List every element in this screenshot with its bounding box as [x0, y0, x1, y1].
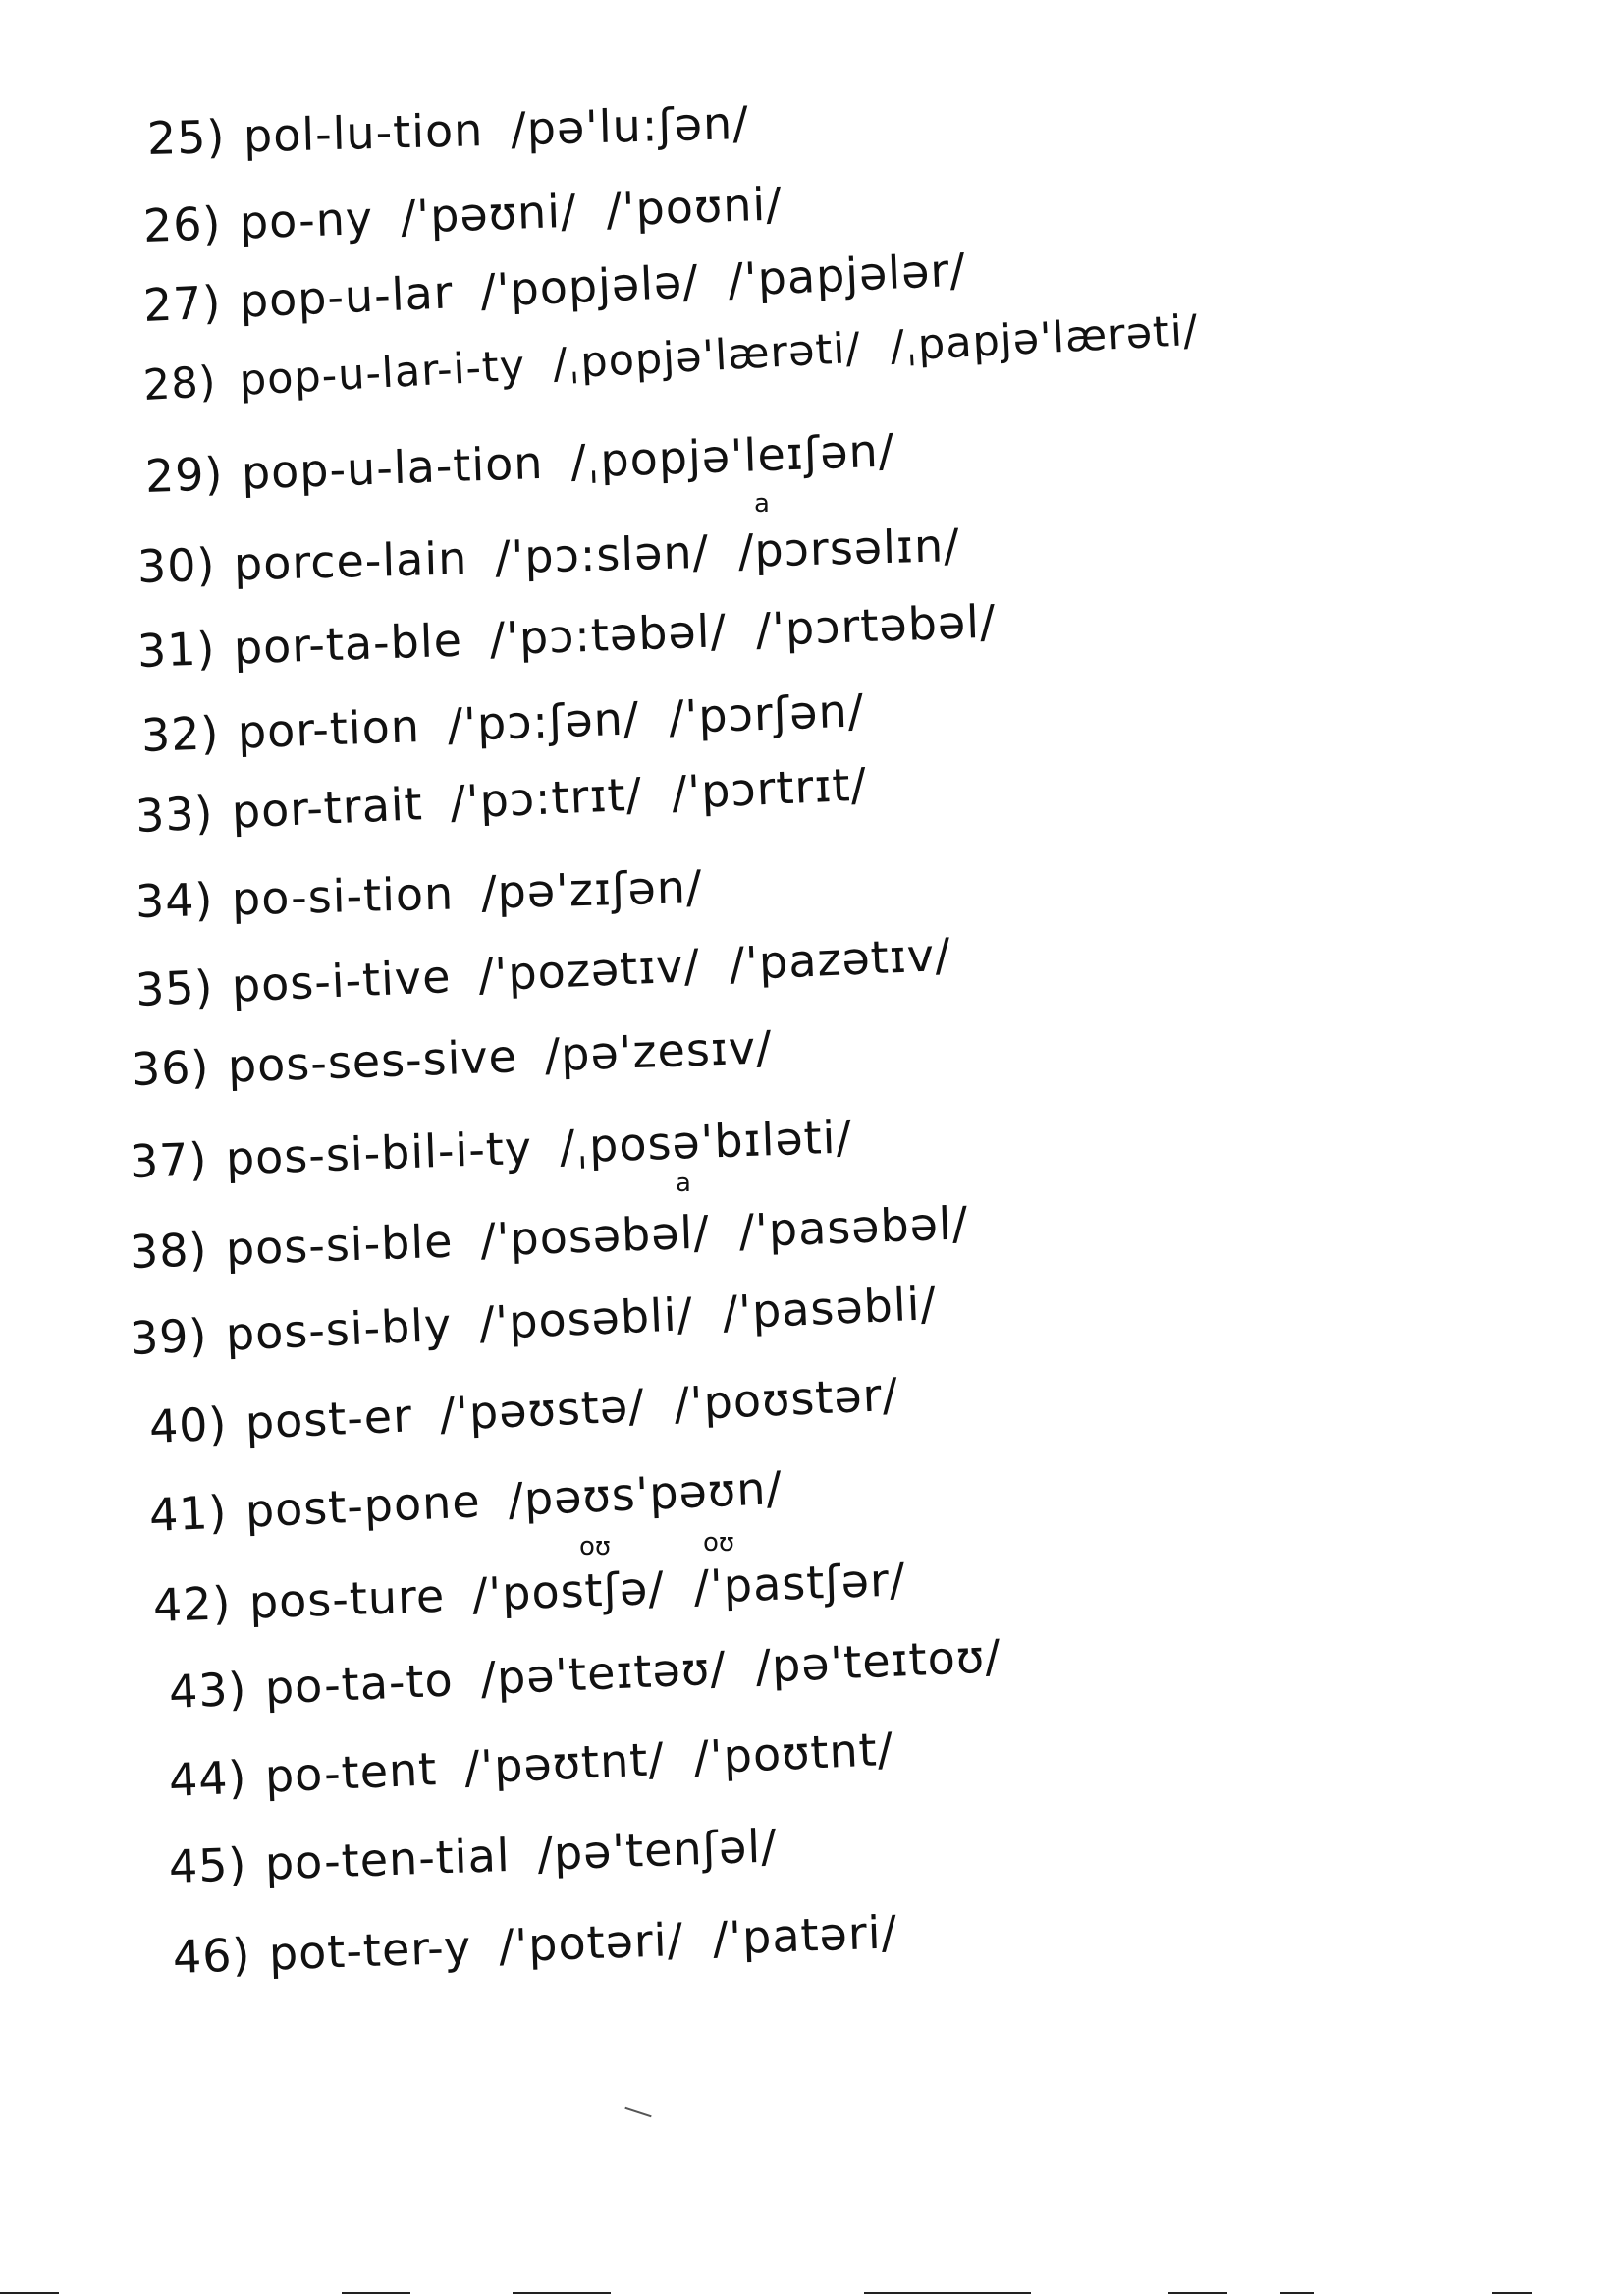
entry-word: por-trait	[230, 777, 424, 839]
entry-ipa-alt: /'pasəbli/	[721, 1277, 938, 1339]
entry-ipa: /'potəri/	[498, 1912, 684, 1973]
entry-number: 30)	[136, 537, 217, 593]
entry-word: pos-ses-sive	[226, 1029, 518, 1093]
entry-ipa: /'pəʊstə/	[438, 1378, 646, 1442]
list-item	[144, 423, 925, 503]
entry-ipa-alt: /'pastʃər/	[692, 1553, 907, 1613]
entry-word: po-ta-to	[263, 1653, 455, 1715]
entry-word: porce-lain	[233, 531, 468, 591]
entry-word: pol-lu-tion	[243, 103, 484, 163]
entry-ipa-alt: /'poʊtnt/	[692, 1722, 895, 1784]
entry-ipa-alt: /ˌpapjə'lærəti/	[889, 305, 1200, 372]
entry-ipa: /ˌpopjə'lærəti/	[551, 323, 863, 390]
list-item	[142, 177, 812, 252]
list-item	[168, 1819, 807, 1893]
list-item	[136, 519, 990, 593]
entry-word: post-er	[244, 1389, 414, 1449]
entry-ipa: /'pəʊni/	[400, 184, 578, 244]
scan-edge-mark	[0, 2292, 59, 2294]
entry-number: 46)	[172, 1928, 252, 1984]
entry-number: 27)	[141, 275, 223, 332]
scan-edge-mark	[864, 2292, 1031, 2294]
entry-word: post-pone	[244, 1474, 482, 1538]
entry-ipa: /'pozətɪv/	[477, 938, 702, 1002]
scan-edge-mark	[1168, 2292, 1227, 2294]
entry-word: por-ta-ble	[232, 613, 463, 675]
list-item	[167, 1629, 1031, 1719]
entry-number: 34)	[135, 872, 215, 928]
list-item	[167, 1722, 924, 1807]
entry-ipa-alt: /'pasəbəl/	[737, 1196, 970, 1258]
list-item	[136, 594, 1026, 678]
entry-ipa: /pə'zesɪv/	[543, 1020, 774, 1082]
entry-number: 44)	[167, 1750, 248, 1807]
entry-word: pot-ter-y	[267, 1920, 473, 1981]
stray-mark	[624, 2107, 651, 2118]
entry-number: 43)	[167, 1662, 248, 1719]
entry-word: pop-u-la-tion	[240, 435, 545, 500]
entry-ipa: /pə'tenʃəl/	[536, 1819, 779, 1881]
entry-number: 41)	[147, 1485, 229, 1542]
entry-number: 38)	[129, 1223, 209, 1279]
list-item	[140, 683, 894, 762]
entry-ipa: /'postʃə/	[471, 1560, 666, 1621]
list-item	[129, 1110, 882, 1188]
entry-number: 39)	[128, 1308, 209, 1365]
scan-edge-mark	[513, 2292, 611, 2294]
entry-ipa: /pə'teɪtəʊ/	[479, 1641, 728, 1706]
list-item	[147, 1367, 929, 1453]
entry-word: pos-si-bil-i-ty	[224, 1121, 533, 1185]
alt-vowel-note: oʊ	[579, 1532, 611, 1561]
entry-ipa-alt: /'papjələr/	[727, 243, 967, 306]
entry-ipa: /'posəbəl/	[479, 1205, 711, 1267]
entry-number: 29)	[144, 447, 225, 503]
entry-ipa: /pə'zɪʃən/	[480, 859, 704, 919]
list-item	[135, 859, 732, 928]
entry-ipa: /'pɔ:trɪt/	[449, 767, 644, 829]
entry-word: pos-si-bly	[224, 1297, 454, 1361]
entry-ipa-alt: /'patəri/	[712, 1905, 898, 1965]
entry-number: 26)	[142, 196, 223, 252]
entry-ipa-alt: /'pazətɪv/	[728, 927, 952, 991]
entry-ipa: /'pɔ:slən/	[494, 524, 710, 584]
entry-word: por-tion	[236, 699, 421, 759]
list-item	[129, 1196, 999, 1279]
list-item	[131, 1020, 802, 1096]
entry-word: po-tent	[263, 1742, 439, 1803]
entry-number: 28)	[141, 357, 218, 410]
entry-number: 37)	[129, 1132, 209, 1188]
entry-number: 45)	[168, 1837, 248, 1893]
entry-number: 35)	[134, 959, 215, 1016]
scan-edge-mark	[342, 2292, 410, 2294]
entry-word: po-ny	[238, 191, 374, 249]
alt-vowel-note: oʊ	[703, 1528, 734, 1558]
entry-word: pop-u-lar-i-ty	[238, 341, 527, 406]
entry-ipa-alt: /'pɔrtəbəl/	[754, 594, 998, 656]
entry-ipa: /'popjələ/	[479, 254, 700, 317]
list-item	[146, 95, 779, 165]
list-item	[152, 1553, 936, 1632]
entry-ipa-alt: /'pɔrʃən/	[668, 683, 865, 744]
entry-ipa: /'pəʊtnt/	[462, 1731, 666, 1794]
list-item	[134, 757, 897, 843]
entry-number: 25)	[146, 109, 227, 165]
list-item	[172, 1905, 928, 1984]
entry-number: 42)	[152, 1576, 233, 1632]
entry-number: 40)	[147, 1396, 229, 1453]
list-item	[141, 243, 997, 332]
alt-vowel-note: a	[676, 1169, 691, 1198]
entry-word: po-ten-tial	[263, 1828, 512, 1890]
alt-vowel-note: a	[754, 489, 770, 519]
entry-number: 36)	[131, 1040, 211, 1096]
entry-word: pos-ture	[247, 1568, 447, 1629]
list-item	[128, 1277, 967, 1365]
entry-ipa: /ˌpopjə'leɪʃən/	[569, 423, 896, 488]
entry-number: 31)	[136, 622, 217, 678]
entry-ipa: /pə'lu:ʃən/	[510, 95, 750, 156]
entry-word: po-si-tion	[231, 866, 455, 926]
entry-ipa: /ˌposə'bɪləti/	[559, 1110, 853, 1174]
entry-word: pos-i-tive	[230, 949, 453, 1012]
entry-ipa: /'pɔ:təbəl/	[488, 604, 728, 666]
entry-ipa-alt: /pɔrsəlɪn/	[737, 519, 961, 577]
entry-word: pos-si-ble	[224, 1214, 455, 1276]
entry-ipa-alt: /'poʊni/	[605, 177, 784, 237]
entry-ipa-alt: /'poʊstər/	[673, 1367, 900, 1431]
entry-ipa: /'pɔ:ʃən/	[446, 691, 641, 752]
entry-ipa: /pəʊs'pəʊn/	[507, 1460, 784, 1527]
entry-number: 32)	[140, 706, 221, 762]
scan-edge-mark	[1280, 2292, 1314, 2294]
list-item	[147, 1460, 813, 1542]
entry-ipa-alt: /pə'teɪtoʊ/	[754, 1629, 1002, 1693]
scan-edge-mark	[1492, 2292, 1532, 2294]
list-item	[134, 927, 981, 1016]
entry-number: 33)	[134, 786, 215, 843]
entry-ipa-alt: /'pɔrtrɪt/	[670, 757, 869, 820]
entry-word: pop-u-lar	[238, 265, 455, 328]
entry-ipa: /'posəbli/	[477, 1286, 695, 1350]
